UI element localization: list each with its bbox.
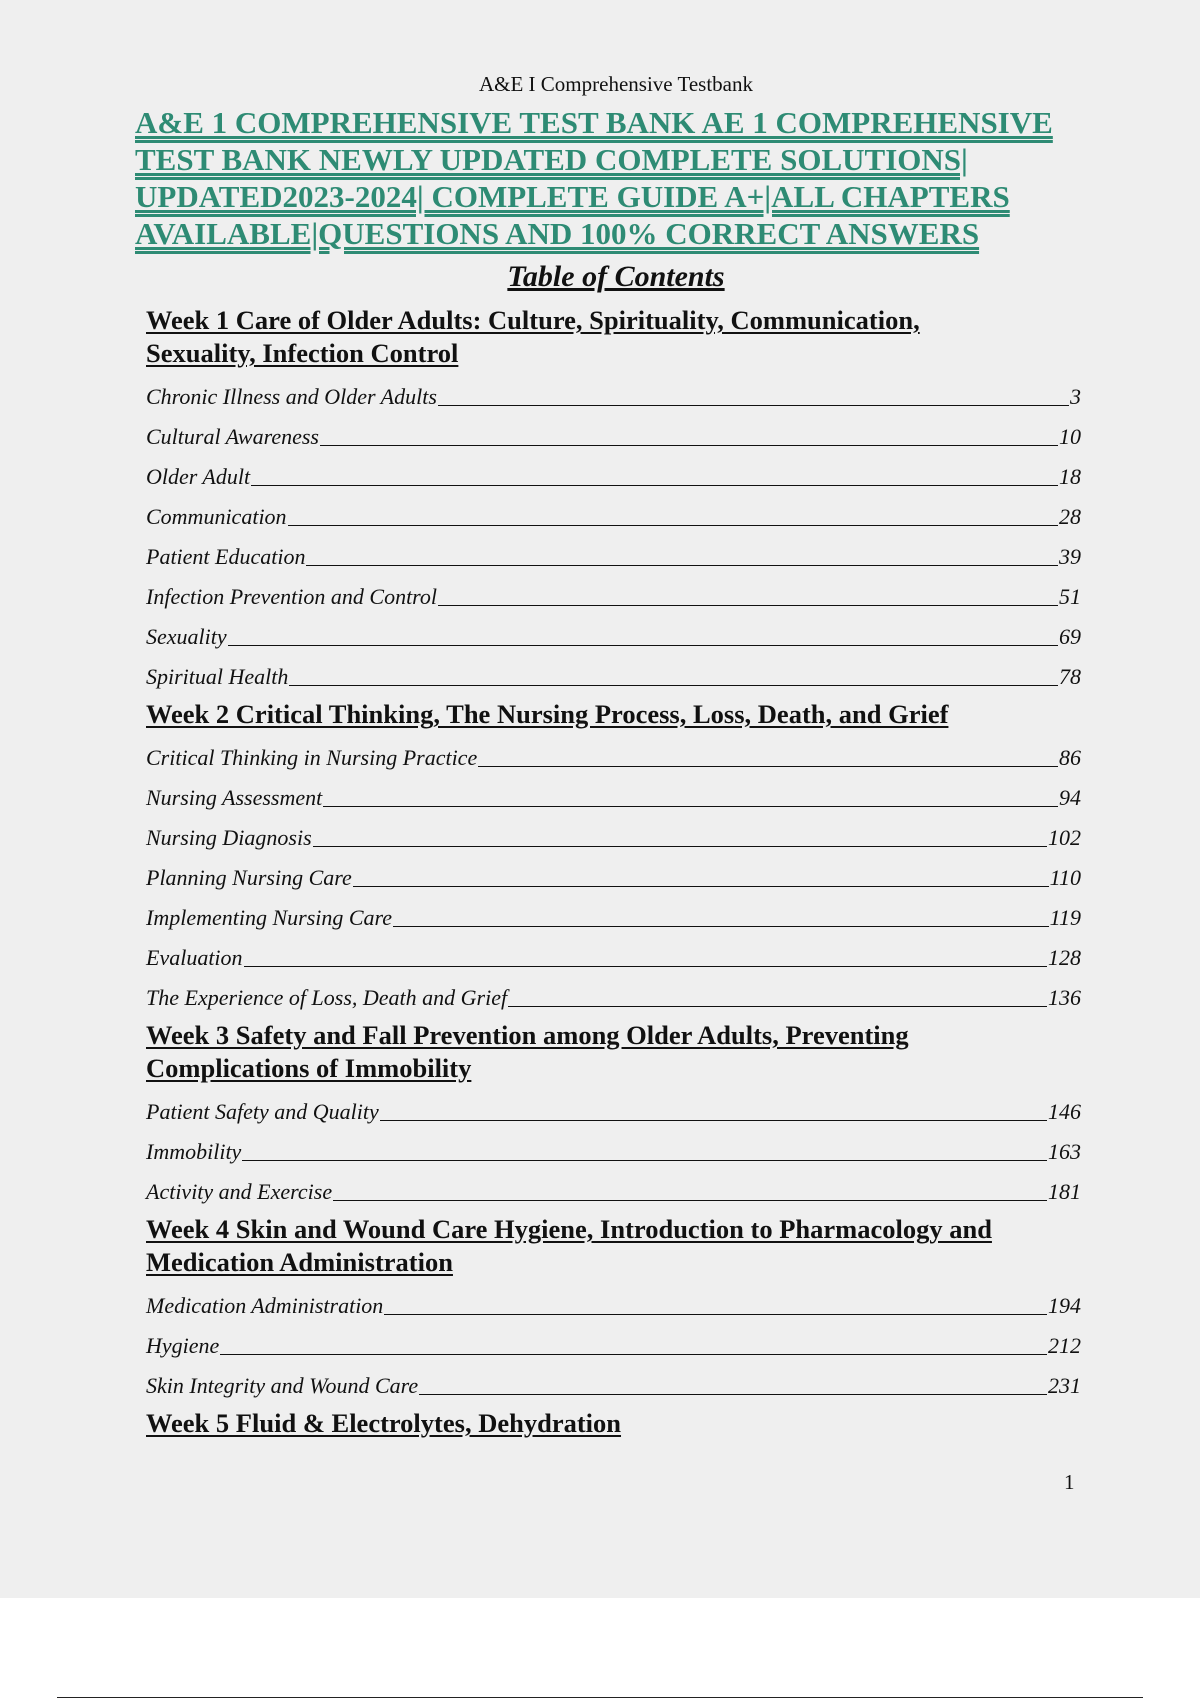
toc-entry-page-number: 102 — [1048, 825, 1081, 850]
toc-entry[interactable] — [146, 933, 1081, 973]
toc-entry[interactable] — [146, 973, 1081, 1013]
toc-entry[interactable] — [146, 813, 1081, 853]
toc-entry-page-number: 51 — [1059, 584, 1081, 609]
toc-entry[interactable] — [146, 492, 1081, 532]
title-line: TEST BANK NEWLY UPDATED COMPLETE SOLUTIONS| — [135, 142, 968, 177]
toc-entry[interactable] — [146, 1167, 1081, 1207]
toc-entry[interactable] — [146, 733, 1081, 773]
toc-heading: Table of Contents — [507, 260, 725, 293]
toc-entry-page-number: 94 — [1059, 785, 1081, 810]
toc-entry-label: Patient Education — [146, 544, 306, 569]
toc-leader-line — [313, 846, 1047, 847]
table-of-contents — [146, 304, 1081, 1448]
week-heading-line: Week 1 Care of Older Adults: Culture, Spirituality, Communication, — [146, 305, 920, 335]
toc-entry[interactable] — [146, 1127, 1081, 1167]
toc-week-heading[interactable] — [146, 1407, 1081, 1440]
toc-entry-page-number: 212 — [1048, 1333, 1081, 1358]
toc-entry-page-number: 136 — [1048, 985, 1081, 1010]
toc-leader-line — [244, 966, 1047, 967]
toc-leader-line — [380, 1120, 1047, 1121]
toc-entry-label: Immobility — [146, 1139, 242, 1164]
toc-leader-line — [306, 565, 1058, 566]
toc-leader-line — [438, 605, 1058, 606]
week-heading-line: Complications of Immobility — [146, 1053, 472, 1083]
toc-entry-label: Hygiene — [146, 1333, 220, 1358]
toc-week-heading[interactable] — [146, 1019, 1081, 1085]
toc-entry-label: Patient Safety and Quality — [146, 1099, 379, 1124]
toc-entry-label: Critical Thinking in Nursing Practice — [146, 745, 478, 770]
toc-entry-label: Spiritual Health — [146, 664, 289, 689]
toc-entry[interactable] — [146, 773, 1081, 813]
toc-entry-page-number: 128 — [1048, 945, 1081, 970]
week-heading-line: Week 2 Critical Thinking, The Nursing Process, Loss, Death, and Grief — [146, 699, 949, 729]
toc-leader-line — [251, 485, 1058, 486]
toc-leader-line — [393, 926, 1049, 927]
toc-entry-label: Older Adult — [146, 464, 251, 489]
toc-leader-line — [508, 1006, 1047, 1007]
toc-leader-line — [242, 1160, 1047, 1161]
toc-entry-page-number: 163 — [1048, 1139, 1081, 1164]
toc-entry-page-number: 86 — [1059, 745, 1081, 770]
week-heading-line: Week 3 Safety and Fall Prevention among Older Adults, Preventing — [146, 1020, 909, 1050]
toc-entry-label: Nursing Assessment — [146, 785, 323, 810]
toc-entry-page-number: 110 — [1049, 865, 1081, 890]
toc-leader-line — [320, 445, 1058, 446]
toc-entry-page-number: 181 — [1048, 1179, 1081, 1204]
toc-entry[interactable] — [146, 532, 1081, 572]
week-heading-line: Medication Administration — [146, 1247, 453, 1277]
toc-week-heading[interactable] — [146, 304, 1081, 370]
document-title[interactable] — [135, 104, 1095, 252]
toc-entry-page-number: 78 — [1059, 664, 1081, 689]
toc-leader-line — [333, 1200, 1047, 1201]
toc-entry-label: Infection Prevention and Control — [146, 584, 438, 609]
toc-entry-label: Cultural Awareness — [146, 424, 319, 449]
toc-entry-page-number: 10 — [1059, 424, 1081, 449]
title-line: AVAILABLE|QUESTIONS AND 100% CORRECT ANSWERS — [135, 216, 980, 251]
toc-entry-label: Medication Administration — [146, 1293, 384, 1318]
toc-entry-label: Chronic Illness and Older Adults — [146, 384, 437, 409]
toc-entry-page-number: 28 — [1059, 504, 1081, 529]
week-heading-line: Week 5 Fluid & Electrolytes, Dehydration — [146, 1408, 622, 1438]
toc-leader-line — [289, 685, 1058, 686]
toc-entry-page-number: 146 — [1048, 1099, 1081, 1124]
week-heading-line: Sexuality, Infection Control — [146, 338, 459, 368]
toc-entry-page-number: 18 — [1059, 464, 1081, 489]
running-header: A&E I Comprehensive Testbank — [478, 72, 753, 96]
toc-entry-label: The Experience of Loss, Death and Grief — [146, 985, 508, 1010]
toc-leader-line — [353, 886, 1049, 887]
toc-entry-page-number: 231 — [1048, 1373, 1081, 1398]
week-heading-line: Week 4 Skin and Wound Care Hygiene, Introduction to Pharmacology and — [146, 1214, 992, 1244]
toc-entry-label: Sexuality — [146, 624, 227, 649]
toc-leader-line — [438, 405, 1069, 406]
toc-leader-line — [478, 766, 1058, 767]
toc-week-heading[interactable] — [146, 698, 1081, 731]
toc-entry[interactable] — [146, 853, 1081, 893]
toc-leader-line — [288, 525, 1058, 526]
toc-entry-page-number: 69 — [1059, 624, 1081, 649]
toc-entry-label: Communication — [146, 504, 287, 529]
toc-leader-line — [384, 1314, 1047, 1315]
toc-entry[interactable] — [146, 412, 1081, 452]
toc-leader-line — [228, 645, 1058, 646]
toc-entry-label: Evaluation — [146, 945, 243, 970]
toc-entry[interactable] — [146, 1087, 1081, 1127]
toc-entry[interactable] — [146, 1281, 1081, 1321]
toc-entry[interactable] — [146, 1321, 1081, 1361]
toc-entry[interactable] — [146, 572, 1081, 612]
toc-entry[interactable] — [146, 372, 1081, 412]
toc-week-heading[interactable] — [146, 1213, 1081, 1279]
title-line: UPDATED2023-2024| COMPLETE GUIDE A+|ALL CHAPTERS — [135, 179, 1010, 214]
toc-leader-line — [419, 1394, 1047, 1395]
toc-entry-page-number: 3 — [1070, 384, 1081, 409]
page-number: 1 — [1064, 1470, 1075, 1494]
bottom-divider — [57, 1697, 1143, 1698]
title-line: A&E 1 COMPREHENSIVE TEST BANK AE 1 COMPREHENSIVE — [135, 105, 1053, 140]
toc-entry-label: Activity and Exercise — [146, 1179, 333, 1204]
toc-entry[interactable] — [146, 1361, 1081, 1401]
toc-entry[interactable] — [146, 893, 1081, 933]
toc-entry-page-number: 39 — [1059, 544, 1081, 569]
toc-leader-line — [323, 806, 1058, 807]
toc-entry-label: Planning Nursing Care — [146, 865, 352, 890]
toc-entry-page-number: 194 — [1048, 1293, 1081, 1318]
toc-leader-line — [220, 1354, 1047, 1355]
toc-entry-label: Skin Integrity and Wound Care — [146, 1373, 419, 1398]
toc-entry[interactable] — [146, 452, 1081, 492]
toc-entry[interactable] — [146, 652, 1081, 692]
toc-entry-page-number: 119 — [1049, 905, 1081, 930]
toc-entry-label: Implementing Nursing Care — [146, 905, 393, 930]
toc-entry[interactable] — [146, 612, 1081, 652]
toc-entry-label: Nursing Diagnosis — [146, 825, 312, 850]
